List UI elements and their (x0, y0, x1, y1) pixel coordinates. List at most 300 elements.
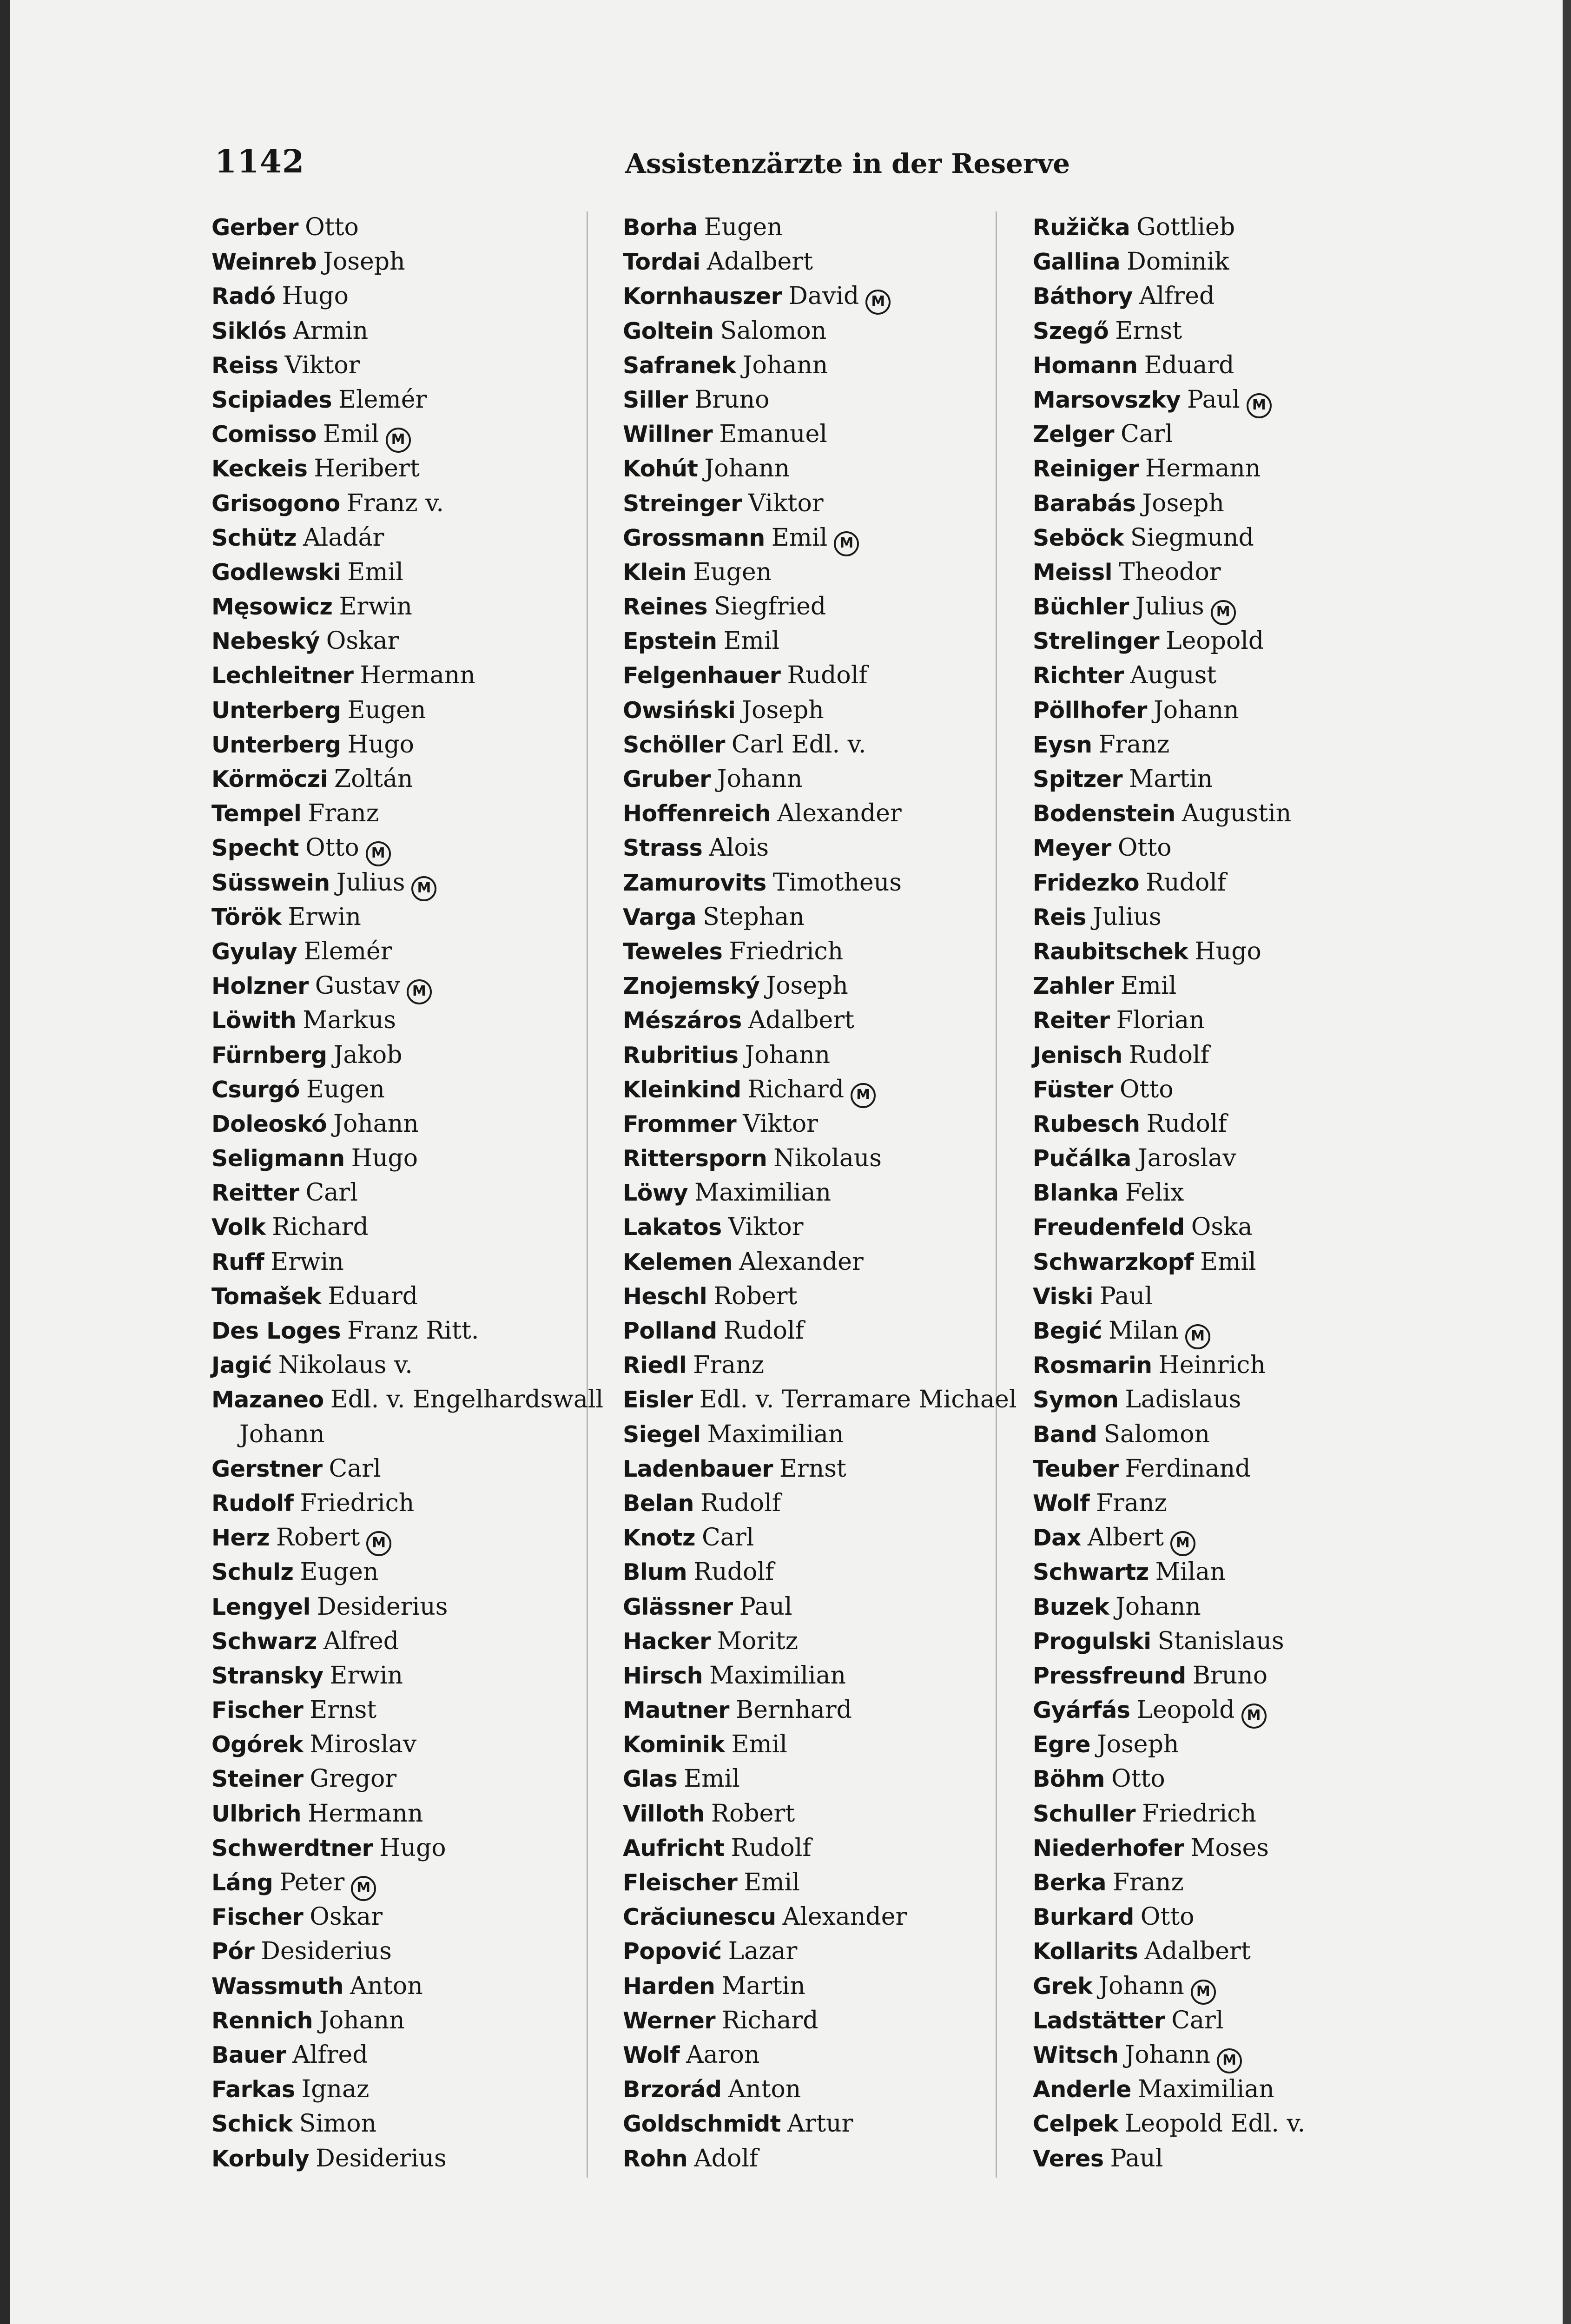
list-item (211, 693, 611, 727)
list-item (1033, 1382, 1432, 1417)
surname: Teuber (1033, 1455, 1119, 1482)
list-item (1033, 1072, 1432, 1107)
list-item (211, 1072, 611, 1107)
list-item (623, 1865, 1032, 1900)
m-circle-icon: M (851, 1083, 876, 1108)
m-circle-icon: M (1241, 1703, 1267, 1729)
given-name: Carl (1171, 2006, 1224, 2034)
list-item (623, 417, 1032, 451)
surname: Borha (623, 214, 698, 241)
surname: Brzorád (623, 2076, 722, 2103)
surname: Berka (1033, 1869, 1106, 1896)
given-name: Adalbert (706, 248, 813, 276)
surname: Glas (623, 1766, 678, 1793)
surname: Báthory (1033, 283, 1133, 310)
given-name: Hermann (360, 661, 475, 690)
surname: Goldschmidt (623, 2111, 781, 2138)
given-name: Anton (728, 2075, 801, 2104)
given-name: Otto (1117, 834, 1172, 862)
list-item (1033, 1762, 1432, 1796)
list-item (211, 1693, 611, 1727)
surname: Gerstner (211, 1455, 323, 1482)
given-name: Alexander (777, 799, 902, 828)
surname: Ogórek (211, 1731, 304, 1758)
given-name: Maximilian (707, 1420, 844, 1448)
surname: Rennich (211, 2007, 313, 2034)
given-name: Joseph (742, 696, 824, 724)
list-item (623, 796, 1032, 831)
list-item (211, 1727, 611, 1762)
page-header (0, 143, 1571, 185)
surname: Reiter (1033, 1007, 1110, 1034)
scan-edge-left (0, 0, 10, 2324)
given-name: Hugo (379, 1834, 446, 1862)
given-name: Otto (1111, 1765, 1165, 1793)
surname: Körmöczi (211, 766, 328, 792)
surname: Burkard (1033, 1904, 1134, 1931)
given-name: Stanislaus (1157, 1627, 1284, 1655)
given-name: Franz (1096, 1489, 1167, 1517)
given-name: Eduard (1144, 351, 1234, 379)
surname: Pučálka (1033, 1145, 1131, 1172)
list-item (211, 555, 611, 589)
list-item (211, 451, 611, 486)
given-name: Rudolf (693, 1558, 774, 1586)
list-item (623, 279, 1032, 313)
surname: Radó (211, 283, 276, 310)
list-item (1033, 589, 1432, 624)
given-name: Nikolaus v. (278, 1351, 413, 1380)
surname: Popović (623, 1938, 722, 1965)
surname: Band (1033, 1421, 1097, 1448)
list-item (211, 1486, 611, 1520)
list-item (1033, 1658, 1432, 1693)
surname: Veres (1033, 2145, 1104, 2172)
surname: Csurgó (211, 1076, 300, 1103)
list-item (211, 1382, 611, 1417)
list-item (623, 348, 1032, 383)
list-item (623, 969, 1032, 1003)
m-circle-icon: M (1170, 1531, 1195, 1556)
given-name: Johann (704, 455, 790, 483)
list-item (1033, 796, 1432, 831)
given-name: Richard (272, 1213, 369, 1241)
given-name: Carl (1121, 420, 1173, 449)
surname: Freudenfeld (1033, 1214, 1185, 1241)
given-name: Adalbert (1144, 1937, 1251, 1966)
list-item (211, 279, 611, 313)
given-name: Adolf (694, 2144, 759, 2172)
surname: Marsovszky (1033, 386, 1181, 413)
list-item (211, 1555, 611, 1589)
given-name: Maximilian (694, 1179, 832, 1207)
page-number: 1142 (215, 143, 305, 180)
surname: Znojemský (623, 973, 760, 1000)
list-item (623, 2106, 1032, 2141)
surname: Pressfreund (1033, 1662, 1186, 1689)
surname: Hirsch (623, 1662, 703, 1689)
list-item (1033, 900, 1432, 934)
given-name: Franz (1098, 730, 1170, 759)
surname: Bauer (211, 2041, 286, 2068)
given-name: Alois (709, 834, 769, 862)
surname: Kornhauszer (623, 283, 782, 310)
list-item (211, 210, 611, 244)
list-item (211, 1279, 611, 1314)
list-item (211, 865, 611, 900)
surname: Felgenhauer (623, 662, 781, 689)
given-name: Johann (1125, 2040, 1210, 2069)
list-item (211, 727, 611, 762)
list-item (211, 383, 611, 417)
list-item (623, 762, 1032, 796)
surname: Pöllhofer (1033, 697, 1147, 724)
surname: Kohút (623, 456, 698, 482)
list-item (1033, 1279, 1432, 1314)
list-item (1033, 2072, 1432, 2106)
m-circle-icon: M (386, 428, 411, 453)
surname: Glässner (623, 1593, 733, 1620)
surname: Pór (211, 1938, 255, 1965)
given-name: Ernst (310, 1696, 377, 1724)
given-name: Alfred (292, 2040, 368, 2069)
given-name: Ferdinand (1125, 1454, 1251, 1483)
list-item (623, 1279, 1032, 1314)
list-item (623, 658, 1032, 693)
surname: Eisler (623, 1386, 693, 1413)
given-name: Viktor (284, 351, 360, 379)
surname: Polland (623, 1318, 717, 1344)
list-item (623, 1175, 1032, 1210)
given-name: Johann (319, 2006, 405, 2034)
list-item (211, 934, 611, 969)
given-name: Elemér (304, 937, 392, 965)
given-name: Carl (701, 1524, 754, 1552)
surname: Strass (623, 835, 703, 862)
given-name: Jakob (333, 1041, 403, 1069)
given-name: Johann (1153, 696, 1239, 724)
list-item (1033, 451, 1432, 486)
given-name: Adalbert (748, 1006, 855, 1035)
list-item (211, 658, 611, 693)
surname: Schulz (211, 1559, 294, 1586)
list-item (211, 624, 611, 658)
list-item (1033, 1693, 1432, 1727)
surname: Volk (211, 1214, 266, 1241)
surname: Reitter (211, 1180, 299, 1207)
given-name: Julius (336, 868, 405, 897)
list-item (623, 2003, 1032, 2038)
surname: Hoffenreich (623, 800, 771, 827)
list-item (623, 1452, 1032, 1486)
given-name: Leopold Edl. v. (1124, 2110, 1306, 2138)
given-name: Salomon (720, 317, 827, 345)
given-name: Ladislaus (1125, 1386, 1241, 1414)
given-name: Heribert (314, 455, 420, 483)
list-item (1033, 1175, 1432, 1210)
list-item (1033, 865, 1432, 900)
given-name: Alfred (1139, 282, 1215, 310)
list-item (623, 693, 1032, 727)
list-item (1033, 1865, 1432, 1900)
list-item (211, 2072, 611, 2106)
given-name: Nikolaus (773, 1144, 882, 1173)
list-item (623, 900, 1032, 934)
surname: Meissl (1033, 559, 1112, 586)
surname: Teweles (623, 938, 723, 965)
given-name: Peter (279, 1868, 345, 1896)
given-name: Rudolf (1129, 1041, 1209, 1069)
given-name: Gustav (315, 972, 400, 1000)
list-item (1033, 727, 1432, 762)
given-name: Zoltán (334, 765, 413, 793)
surname: Fleischer (623, 1869, 738, 1896)
surname: Bodenstein (1033, 800, 1175, 827)
surname: Meyer (1033, 835, 1111, 862)
given-name: Viktor (728, 1213, 804, 1241)
list-item (211, 1314, 611, 1348)
m-circle-icon: M (1191, 1980, 1216, 2005)
given-name: Julius (1092, 903, 1162, 931)
list-item (623, 1796, 1032, 1831)
list-item (1033, 1555, 1432, 1589)
list-item (623, 1038, 1032, 1072)
surname: Schöller (623, 731, 725, 758)
list-item (623, 624, 1032, 658)
given-name: Emanuel (719, 420, 827, 449)
list-item (623, 1762, 1032, 1796)
given-name: Artur (787, 2110, 853, 2138)
list-item (1033, 2003, 1432, 2038)
surname: Aufricht (623, 1835, 725, 1862)
given-name: Robert (276, 1524, 360, 1552)
list-item (211, 244, 611, 279)
surname: Ladenbauer (623, 1455, 773, 1482)
given-name: Richard (747, 1075, 845, 1103)
surname: Rohn (623, 2145, 688, 2172)
surname: Löwy (623, 1180, 688, 1207)
given-name: Rudolf (700, 1489, 781, 1517)
surname: Harden (623, 1973, 715, 2000)
surname: Riedl (623, 1352, 687, 1379)
surname: Belan (623, 1490, 694, 1517)
surname: Füster (1033, 1076, 1113, 1103)
list-item (1033, 1831, 1432, 1865)
list-item (211, 1865, 611, 1900)
given-name: Oskar (326, 627, 399, 655)
given-name: Eugen (347, 696, 426, 724)
surname: Wolf (1033, 1490, 1090, 1517)
list-item (1033, 1038, 1432, 1072)
surname: Fürnberg (211, 1042, 327, 1069)
given-name: Rudolf (1146, 868, 1227, 897)
surname: Lechleitner (211, 662, 354, 689)
surname: Frommer (623, 1110, 737, 1137)
list-item (1033, 624, 1432, 658)
list-item (211, 900, 611, 934)
surname: Seböck (1033, 524, 1124, 551)
surname: Symon (1033, 1386, 1119, 1413)
given-name: Robert (711, 1799, 795, 1828)
given-name: Ernst (779, 1454, 846, 1483)
given-name: Alexander (739, 1248, 864, 1276)
surname: Reines (623, 594, 708, 621)
list-item (623, 727, 1032, 762)
given-name: Martin (721, 1972, 805, 2000)
given-name: August (1130, 661, 1217, 690)
running-head: Assistenzärzte in der Reserve (625, 148, 1070, 179)
given-name: Martin (1129, 765, 1213, 793)
list-item (1033, 486, 1432, 521)
surname: Dax (1033, 1525, 1081, 1552)
surname: Mészáros (623, 1007, 742, 1034)
given-name: Stephan (703, 903, 805, 931)
list-item (623, 1934, 1032, 1968)
list-item (623, 1624, 1032, 1658)
name-column-2 (623, 210, 1032, 2176)
list-item (211, 1417, 611, 1452)
given-name: Augustin (1182, 799, 1292, 828)
surname: Nebeský (211, 628, 320, 655)
given-name: Hugo (347, 730, 414, 759)
given-name: Edl. v. Engelhardswall (330, 1386, 604, 1414)
given-name: Theodor (1118, 558, 1221, 586)
surname: Unterberg (211, 697, 341, 724)
list-item (211, 1452, 611, 1486)
given-name: Johann (1099, 1972, 1184, 2000)
surname: Kollarits (1033, 1938, 1138, 1965)
given-name: Eugen (693, 558, 772, 586)
list-item (1033, 1727, 1432, 1762)
given-name: Carl Edl. v. (731, 730, 866, 759)
given-name: Paul (1110, 2144, 1163, 2172)
surname: Keckeis (211, 456, 308, 482)
given-name: Otto (305, 834, 359, 862)
list-item (623, 1245, 1032, 1279)
surname: Raubitschek (1033, 938, 1188, 965)
surname: Szegő (1033, 317, 1109, 344)
given-name: Otto (305, 213, 359, 241)
list-item (623, 2141, 1032, 2176)
list-item (1033, 244, 1432, 279)
surname: Süsswein (211, 869, 330, 896)
given-name: Carl (329, 1454, 381, 1483)
list-item (623, 1590, 1032, 1624)
list-item (1033, 1486, 1432, 1520)
surname: Celpek (1033, 2111, 1118, 2138)
list-item (211, 1934, 611, 1968)
list-item (623, 1072, 1032, 1107)
surname: Löwith (211, 1007, 297, 1034)
list-item (211, 2003, 611, 2038)
given-name: Otto (1140, 1903, 1195, 1931)
surname: Ulbrich (211, 1800, 302, 1827)
given-name: Desiderius (261, 1937, 392, 1966)
surname: Crăciunescu (623, 1904, 776, 1931)
given-name: Franz v. (346, 489, 444, 517)
surname: Zahler (1033, 973, 1114, 1000)
given-name: Emil (1120, 972, 1177, 1000)
list-item (211, 2038, 611, 2072)
list-item (623, 865, 1032, 900)
surname: Hacker (623, 1628, 711, 1655)
surname: Klein (623, 559, 687, 586)
given-name: Paul (1099, 1282, 1153, 1310)
given-name: Bruno (694, 385, 770, 414)
list-item (623, 1107, 1032, 1141)
surname: Begić (1033, 1318, 1102, 1344)
given-name: Alfred (323, 1627, 399, 1655)
list-item (1033, 1796, 1432, 1831)
given-name: Salomon (1103, 1420, 1210, 1448)
surname: Doleoskó (211, 1110, 327, 1137)
given-name: Aladár (303, 523, 384, 552)
surname: Siegel (623, 1421, 701, 1448)
surname: Ruff (211, 1248, 264, 1275)
surname: Lakatos (623, 1214, 722, 1241)
given-name: Alexander (782, 1903, 907, 1931)
given-name: Dominik (1127, 248, 1229, 276)
given-name: Franz (693, 1351, 764, 1380)
list-item (211, 1141, 611, 1175)
given-name: Emil (1200, 1248, 1256, 1276)
given-name: Desiderius (317, 1592, 448, 1621)
given-name: Eugen (300, 1558, 379, 1586)
given-name: Maximilian (709, 1661, 846, 1690)
surname: Gyulay (211, 938, 297, 965)
surname: Witsch (1033, 2041, 1119, 2068)
surname: Jagić (211, 1352, 272, 1379)
given-name: Emil (723, 627, 780, 655)
surname: Męsowicz (211, 594, 333, 621)
given-name: Johann (717, 765, 803, 793)
surname: Láng (211, 1869, 273, 1896)
given-name: Emil (347, 558, 403, 586)
list-item (1033, 383, 1432, 417)
given-name: Miroslav (310, 1730, 417, 1759)
given-name: Eugen (704, 213, 783, 241)
list-item (211, 1210, 611, 1244)
list-item (211, 1900, 611, 1934)
list-item (623, 1555, 1032, 1589)
surname: Zelger (1033, 421, 1115, 448)
given-name: Joseph (1096, 1730, 1179, 1759)
surname: Kleinkind (623, 1076, 741, 1103)
list-item (211, 969, 611, 1003)
given-name: Rudolf (723, 1317, 804, 1345)
given-name: Johann (239, 1420, 325, 1448)
surname: Godlewski (211, 559, 341, 586)
surname: Barabás (1033, 490, 1136, 517)
given-name: Moritz (717, 1627, 799, 1655)
name-column-1 (211, 210, 611, 2176)
given-name: Ignaz (301, 2075, 370, 2104)
given-name: Felix (1125, 1179, 1184, 1207)
surname: Comisso (211, 421, 317, 448)
given-name: Bernhard (735, 1696, 852, 1724)
given-name: Erwin (330, 1661, 403, 1690)
surname: Wassmuth (211, 1973, 343, 2000)
surname: Spitzer (1033, 766, 1123, 792)
given-name: Eugen (306, 1075, 385, 1103)
given-name: Otto (1119, 1075, 1174, 1103)
surname: Rubesch (1033, 1110, 1140, 1137)
list-item (623, 1003, 1032, 1037)
surname: Herz (211, 1525, 270, 1552)
m-circle-icon: M (411, 876, 436, 901)
surname: Jenisch (1033, 1042, 1122, 1069)
surname: Ladstätter (1033, 2007, 1165, 2034)
